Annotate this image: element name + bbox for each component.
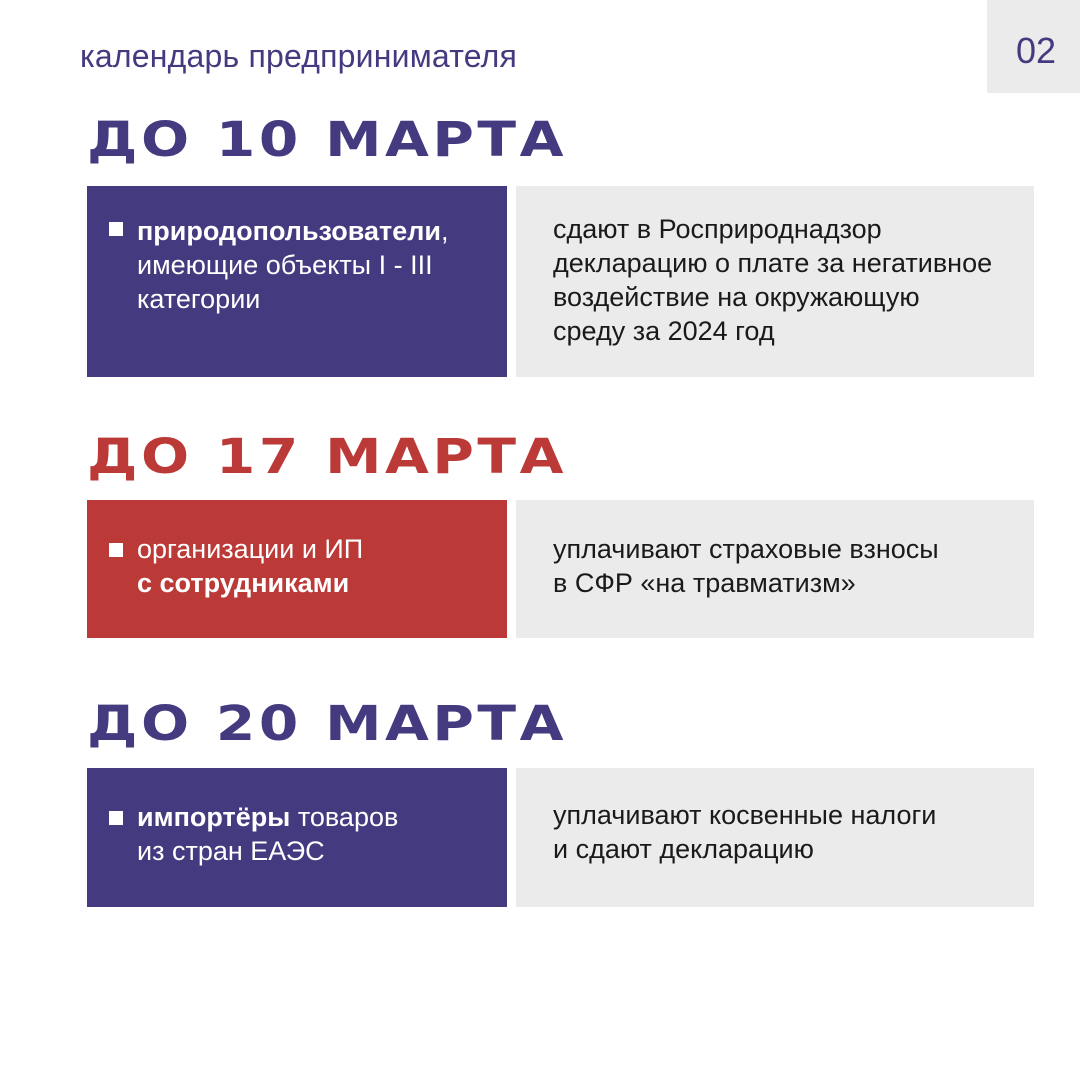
obligation-line: и сдают декларацию: [553, 834, 814, 864]
bullet-square-icon: [109, 222, 123, 236]
deadline-heading-march-10: ДО 10 МАРТА: [87, 112, 567, 168]
bullet-square-icon: [109, 811, 123, 825]
obligation-cell-3: [516, 768, 1034, 907]
obligation-line: в СФР «на травматизм»: [553, 568, 856, 598]
audience-cell-3: [87, 768, 507, 907]
header-title: календарь предпринимателя: [80, 38, 518, 74]
obligation-line: воздействие на окружающую: [553, 282, 920, 312]
audience-bold-text: импортёры: [137, 802, 291, 832]
obligation-line: уплачивают страховые взносы: [553, 534, 939, 564]
audience-line-3: категории: [137, 284, 261, 314]
obligation-line: декларацию о плате за негативное: [553, 248, 993, 278]
obligation-line: уплачивают косвенные налоги: [553, 800, 937, 830]
audience-bold-text: природопользователи: [137, 216, 442, 246]
bullet-square-icon: [109, 543, 123, 557]
audience-text-suffix: товаров: [290, 802, 399, 832]
page-number-box: [987, 0, 1080, 93]
audience-bold-text: с сотрудниками: [137, 568, 350, 598]
obligation-cell-2: [516, 500, 1034, 638]
audience-cell-2: [87, 500, 507, 638]
obligation-line: среду за 2024 год: [553, 316, 775, 346]
audience-line-2: имеющие объекты I - III: [137, 250, 433, 280]
obligation-cell-1: [516, 186, 1034, 377]
audience-text-suffix: ,: [441, 216, 449, 246]
audience-line-1: [137, 800, 487, 834]
audience-line-2: из стран ЕАЭС: [137, 836, 325, 866]
audience-line-1: организации и ИП: [137, 534, 364, 564]
deadline-heading-march-17: ДО 17 МАРТА: [87, 429, 567, 485]
audience-line-1: [137, 214, 487, 248]
deadline-heading-march-20: ДО 20 МАРТА: [87, 696, 567, 752]
page-number: 02: [1015, 30, 1056, 71]
audience-cell-1: [87, 186, 507, 377]
obligation-line: сдают в Росприроднадзор: [553, 214, 882, 244]
